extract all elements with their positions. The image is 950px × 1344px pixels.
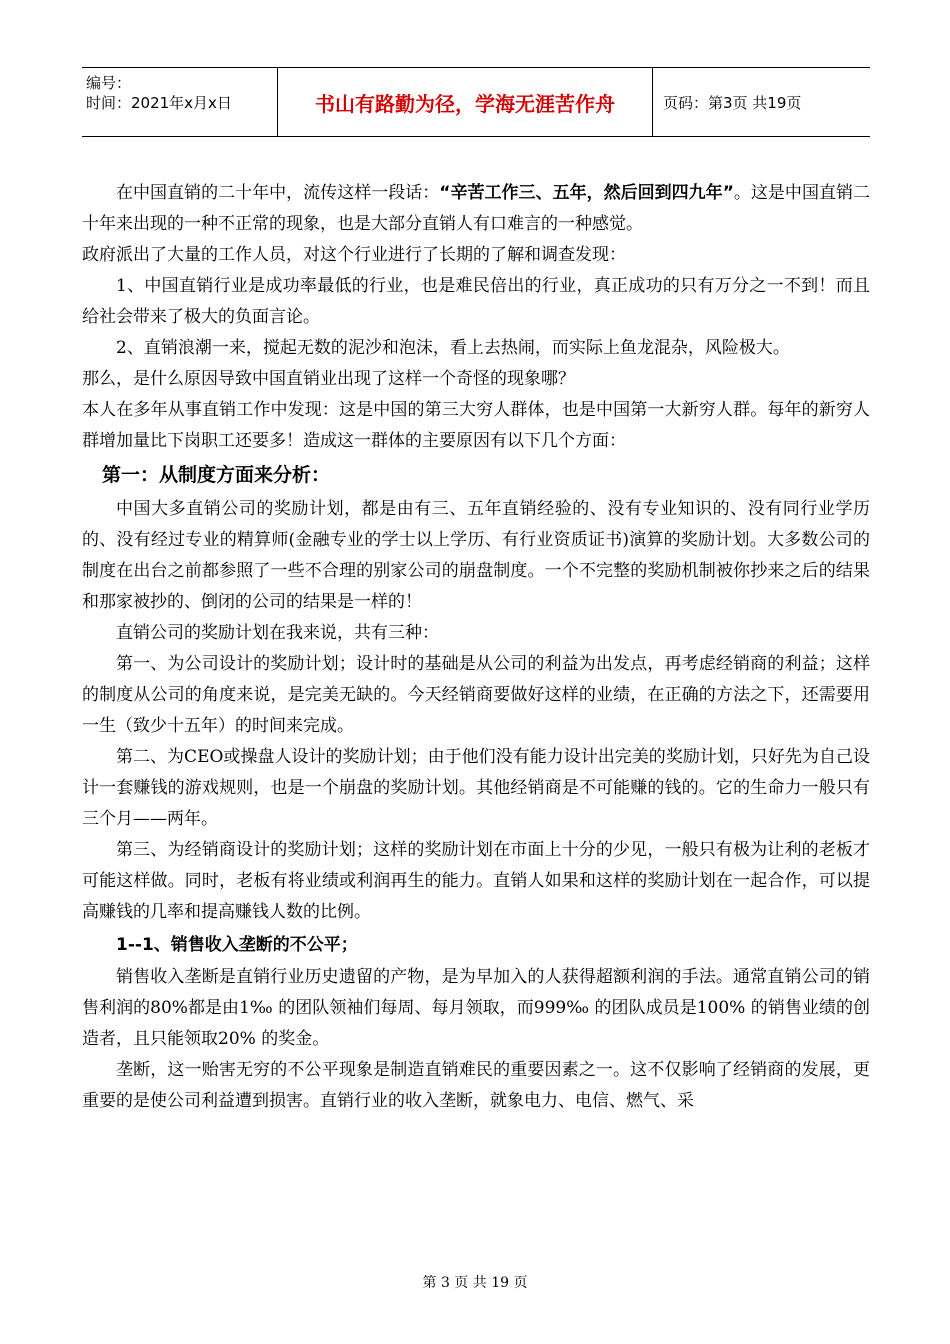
document-body xyxy=(82,178,870,1117)
paragraph-4: 2、直销浪潮一来，搅起无数的泥沙和泡沫，看上去热闹，而实际上鱼龙混杂，风险极大。 xyxy=(116,338,790,358)
number-label: 编号： xyxy=(86,74,132,92)
section-heading-1: 第一：从制度方面来分析： xyxy=(102,464,331,486)
paragraph-6: 本人在多年从事直销工作中发现：这是中国的第三大穷人群体，也是中国第一大新穷人群。每年的新穷人群增加量比下岗职工还要多！造成这一群体的主要原因有以下几个方面： xyxy=(82,400,870,451)
p1-pre: 在中国直销的二十年中，流传这样一段话： xyxy=(116,183,440,203)
header-page-info: 页码：第3页 共19页 xyxy=(663,93,802,112)
document-header xyxy=(82,67,870,137)
section-heading-2: 1--1、销售收入垄断的不公平； xyxy=(116,935,358,955)
paragraph-2: 政府派出了大量的工作人员，对这个行业进行了长期的了解和调查发现： xyxy=(82,245,626,265)
paragraph-13: 垄断，这一贻害无穷的不公平现象是制造直销难民的重要因素之一。这不仅影响了经销商的发展，更重要的是使公司利益遭到损害。直销行业的收入垄断，就象电力、电信、燃气、采 xyxy=(82,1060,870,1111)
time-label: 时间：2021年x月x日 xyxy=(86,94,232,112)
paragraph-1 xyxy=(82,178,870,240)
paragraph-7: 中国大多直销公司的奖励计划，都是由有三、五年直销经验的、没有专业知识的、没有同行业学历的、没有经过专业的精算师(金融专业的学士以上学历、有行业资质证书)演算的奖励计划。大多数公司的制度在出台之前都参照了一些不合理的别家公司的崩盘制度。一个不完整的奖励机制被你抄来之后的结果和那家被抄的、倒闭的公司的结果是一样的！ xyxy=(82,499,870,612)
paragraph-12: 销售收入垄断是直销行业历史遗留的产物，是为早加入的人获得超额利润的手法。通常直销公司的销售利润的80%都是由1‰ 的团队领袖们每周、每月领取，而999‰ 的团队成员是100% 的销售业绩的创造者，且只能领取20% 的奖金。 xyxy=(82,967,870,1049)
header-motto: 书山有路勤为径，学海无涯苦作舟 xyxy=(278,68,653,136)
page-footer xyxy=(0,1272,950,1292)
p1-post: 。这是中国直销二十年来出现的一种不正常的现象，也是大部分直销人有口难言的一种感觉。 xyxy=(82,183,870,234)
header-meta-cell xyxy=(82,68,278,136)
paragraph-11: 第三、为经销商设计的奖励计划；这样的奖励计划在市面上十分的少见，一般只有极为让利的老板才可能这样做。同时，老板有将业绩或利润再生的能力。直销人如果和这样的奖励计划在一起合作，可以提高赚钱的几率和提高赚钱人数的比例。 xyxy=(82,840,870,922)
p1-quote: “辛苦工作三、五年，然后回到四九年” xyxy=(439,183,734,203)
paragraph-3: 1、中国直销行业是成功率最低的行业，也是难民倍出的行业，真正成功的只有万分之一不到！而且给社会带来了极大的负面言论。 xyxy=(82,276,870,327)
paragraph-9: 第一、为公司设计的奖励计划；设计时的基础是从公司的利益为出发点，再考虑经销商的利益；这样的制度从公司的角度来说，是完美无缺的。今天经销商要做好这样的业绩，在正确的方法之下，还需要用一生（致少十五年）的时间来完成。 xyxy=(82,654,870,736)
footer-page-label: 第 3 页 共 19 页 xyxy=(422,1275,528,1291)
paragraph-10: 第二、为CEO或操盘人设计的奖励计划；由于他们没有能力设计出完美的奖励计划，只好先为自己设计一套赚钱的游戏规则，也是一个崩盘的奖励计划。其他经销商是不可能赚的钱的。它的生命力一般只有三个月——两年。 xyxy=(82,747,870,829)
paragraph-8: 直销公司的奖励计划在我来说，共有三种： xyxy=(116,623,439,643)
paragraph-5: 那么，是什么原因导致中国直销业出现了这样一个奇怪的现象哪？ xyxy=(82,369,575,389)
